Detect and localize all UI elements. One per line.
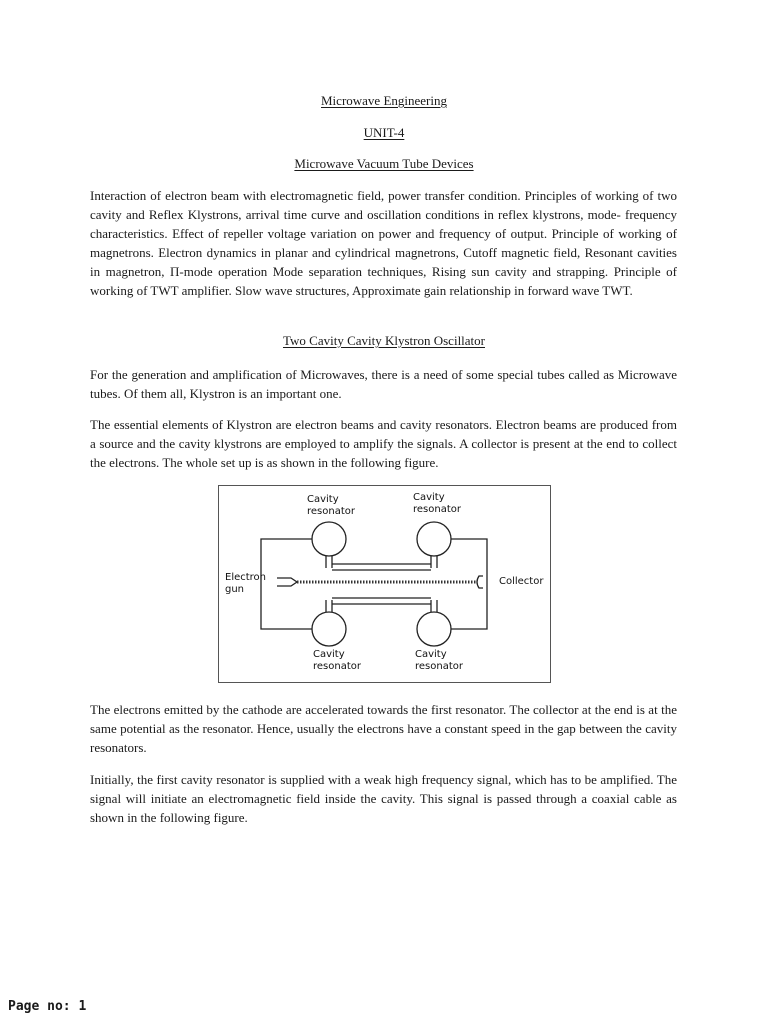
collector	[477, 576, 483, 588]
label-cavity-bottom-left: Cavity resonator	[313, 649, 361, 672]
cavity-top-left	[312, 522, 346, 556]
elements-paragraph: The essential elements of Klystron are electron beams and cavity resonators. Electron beams are produced from a source and the cavity klystrons are employed to amplify the signals. A collector is present at the end to collect the electrons. The whole set up is as shown in the following figure.	[90, 417, 677, 470]
page-number: Page no: 1	[8, 999, 87, 1014]
label-electron-gun: Electron gun	[225, 572, 267, 595]
unit-heading: UNIT-4	[363, 125, 405, 140]
outer-circuit-right	[451, 539, 487, 629]
outer-circuit-left	[261, 539, 312, 629]
page-title: Microwave Engineering	[321, 93, 447, 108]
label-cavity-top-left: Cavity resonator	[307, 494, 355, 517]
signal-paragraph: Initially, the first cavity resonator is supplied with a weak high frequency signal, which has to be amplified. The signal will initiate an electromagnetic field inside the cavity. This signal is passed through a coaxial cable as shown in the following figure.	[90, 772, 677, 825]
cavity-bottom-right	[417, 612, 451, 646]
label-collector: Collector	[499, 576, 544, 587]
cavity-bottom-left	[312, 612, 346, 646]
electron-gun	[277, 578, 297, 586]
label-cavity-top-right: Cavity resonator	[413, 492, 461, 515]
intro-paragraph: For the generation and amplification of Microwaves, there is a need of some special tubes called as Microwave tubes. Of them all, Klystron is an important one.	[90, 367, 677, 401]
section-heading: Two Cavity Cavity Klystron Oscillator	[282, 333, 485, 348]
cathode-paragraph: The electrons emitted by the cathode are accelerated towards the first resonator. The collector at the end is at the same potential as the resonator. Hence, usually the electrons have a constant speed in the gap between the cavity resonators.	[90, 702, 677, 755]
chapter-subtitle: Microwave Vacuum Tube Devices	[294, 156, 474, 171]
label-cavity-bottom-right: Cavity resonator	[415, 649, 463, 672]
syllabus-paragraph: Interaction of electron beam with electromagnetic field, power transfer condition. Principles of working of two cavity and Reflex Klystrons, arrival time curve and oscillation conditions in reflex klystrons, mode- frequency characteristics. Effect of repeller voltage variation on power and frequency of output. Principle of working of magnetrons. Electron dynamics in planar and cylindrical magnetrons, Cutoff magnetic field, Resonant cavities in magnetron, Π-mode operation Mode separation techniques, Rising sun cavity and strapping. Principle of working of TWT amplifier. Slow wave structures, Approximate gain relationship in forward wave TWT.	[90, 188, 677, 298]
klystron-diagram	[218, 485, 551, 683]
cavity-top-right	[417, 522, 451, 556]
